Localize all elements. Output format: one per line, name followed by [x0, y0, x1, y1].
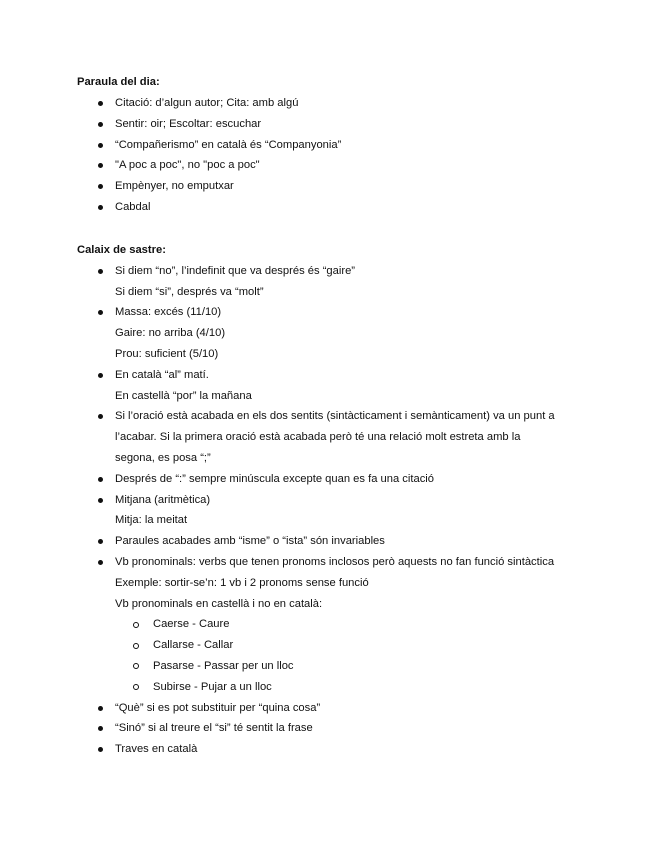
list-item-text: En català “al” matí.: [115, 368, 209, 381]
bullet-icon: [98, 269, 103, 274]
document-page: [77, 72, 597, 760]
list-item-text: Prou: suficient (5/10): [115, 347, 219, 360]
list-item-text: Citació: d’algun autor; Cita: amb algú: [115, 97, 299, 109]
list-item-text: “Què” si es pot substituir per “quina cosa”: [115, 701, 321, 714]
bullet-icon: [98, 539, 103, 544]
pronominal-verbs-sublist: [115, 614, 597, 697]
list-item-text: En castellà “por” la mañana: [115, 389, 252, 402]
bullet-icon: [98, 560, 103, 565]
sublist-item: [115, 614, 597, 635]
list-item: [77, 176, 597, 197]
list-item-text: “Compañerismo” en català és “Companyonia”: [115, 138, 342, 151]
paraula-del-dia-list: [77, 93, 597, 218]
sublist-item-text: Pasarse - Passar per un lloc: [153, 659, 294, 672]
bullet-icon: [98, 143, 103, 148]
list-item: [77, 261, 597, 303]
list-item-text: Mitja: la meitat: [115, 514, 188, 527]
list-item: [77, 739, 597, 760]
bullet-icon: [98, 101, 103, 106]
list-item-text: Si diem “si”, després va “molt”: [115, 285, 264, 298]
list-item-text: Vb pronominals: verbs que tenen pronoms inclosos però aquests no fan funció sintàctica: [115, 555, 555, 568]
circle-bullet-icon: [133, 643, 139, 649]
list-item: [77, 531, 597, 552]
circle-bullet-icon: [133, 684, 139, 690]
bullet-icon: [98, 498, 103, 503]
bullet-icon: [98, 310, 103, 315]
list-item: [77, 490, 597, 532]
list-item: [77, 406, 597, 468]
list-item-text: Massa: excés (11/10): [115, 306, 222, 319]
bullet-icon: [98, 373, 103, 378]
section-heading-paraula-del-dia: Paraula del dia:: [77, 76, 160, 88]
section-heading-calaix-de-sastre: Calaix de sastre:: [77, 243, 166, 256]
list-item-text: segona, es posa “;”: [115, 451, 211, 464]
bullet-icon: [98, 184, 103, 189]
list-item: [77, 552, 597, 698]
list-item: [77, 469, 597, 490]
list-item-text: Vb pronominals en castellà i no en català:: [115, 597, 323, 610]
list-item-text: Empènyer, no emputxar: [115, 180, 234, 193]
bullet-icon: [98, 477, 103, 482]
list-item-text: Després de “:” sempre minúscula excepte quan es fa una citació: [115, 472, 435, 485]
list-item: [77, 114, 597, 135]
list-item-text: Cabdal: [115, 200, 151, 213]
circle-bullet-icon: [133, 622, 139, 628]
list-item-text: Gaire: no arriba (4/10): [115, 327, 226, 340]
bullet-icon: [98, 414, 103, 419]
sublist-item: [115, 656, 597, 677]
list-item-text: Si diem “no”, l’indefinit que va després és “gaire”: [115, 264, 356, 277]
list-item-text: Mitjana (aritmètica): [115, 493, 211, 506]
list-item-text: "A poc a poc", no "poc a poc": [115, 159, 260, 172]
bullet-icon: [98, 205, 103, 210]
list-item-text: Exemple: sortir-se’n: 1 vb i 2 pronoms sense funció: [115, 576, 369, 589]
bullet-icon: [98, 747, 103, 752]
list-item-text: Paraules acabades amb “isme” o “ista” són invariables: [115, 535, 385, 548]
list-item: [77, 365, 597, 407]
sublist-item: [115, 677, 597, 698]
list-item: [77, 93, 597, 114]
list-item-text: Traves en català: [115, 743, 198, 756]
bullet-icon: [98, 122, 103, 127]
list-item: [77, 698, 597, 719]
list-item: [77, 197, 597, 218]
sublist-item-text: Caerse - Caure: [153, 618, 230, 631]
list-item-text: Si l’oració està acabada en els dos sentits (sintàcticament i semànticament) va un punt a: [115, 410, 555, 423]
list-item: [77, 302, 597, 364]
calaix-de-sastre-list: [77, 261, 597, 760]
section-spacer: [77, 218, 597, 240]
list-item-text: l’acabar. Si la primera oració està acabada però té una relació molt estreta amb la: [115, 431, 521, 444]
bullet-icon: [98, 706, 103, 711]
sublist-item-text: Callarse - Callar: [153, 639, 234, 652]
circle-bullet-icon: [133, 663, 139, 669]
list-item: [77, 155, 597, 176]
list-item: [77, 718, 597, 739]
bullet-icon: [98, 163, 103, 168]
list-item: [77, 135, 597, 156]
sublist-item: [115, 635, 597, 656]
bullet-icon: [98, 726, 103, 731]
list-item-text: Sentir: oir; Escoltar: escuchar: [115, 117, 262, 130]
list-item-text: “Sinó” si al treure el “si” té sentit la frase: [115, 722, 313, 735]
sublist-item-text: Subirse - Pujar a un lloc: [153, 680, 272, 693]
